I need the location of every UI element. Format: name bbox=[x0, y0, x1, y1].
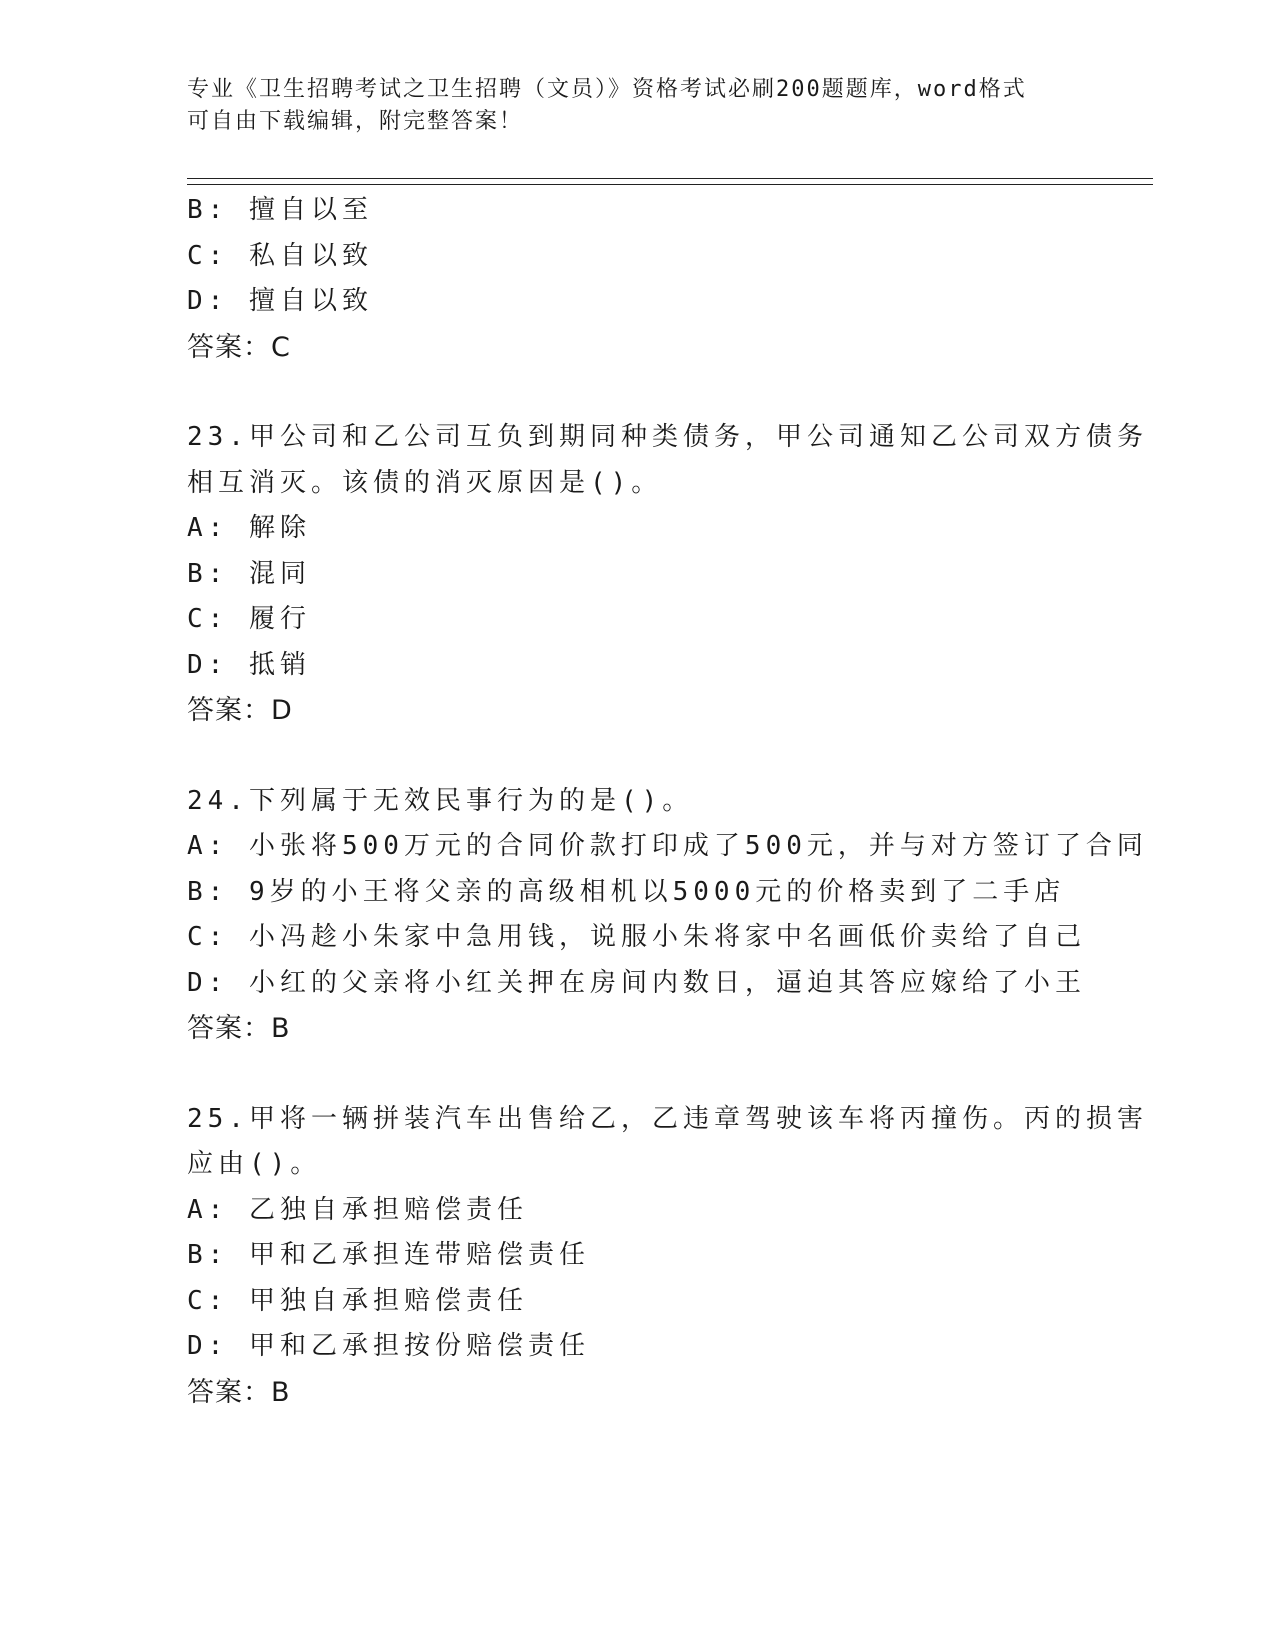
question-25 bbox=[187, 1097, 1148, 1416]
question-23 bbox=[187, 415, 1148, 734]
spacer bbox=[187, 1052, 1087, 1097]
option-c: C: 私自以致 bbox=[187, 240, 373, 271]
answer: 答案：D bbox=[187, 695, 293, 726]
option-d: D: 擅自以致 bbox=[187, 286, 373, 316]
option-c: C: 小冯趁小朱家中急用钱，说服小朱将家中名画低价卖给了自己 bbox=[187, 922, 1086, 952]
answer: 答案：B bbox=[187, 1376, 291, 1408]
page-header bbox=[187, 74, 1067, 138]
header-line-1: 专业《卫生招聘考试之卫生招聘（文员）》资格考试必刷200题题库，word格式 bbox=[187, 77, 1027, 102]
option-d: D: 抵销 bbox=[187, 649, 311, 680]
header-divider bbox=[187, 178, 1153, 185]
spacer bbox=[187, 734, 1087, 779]
option-b: B: 甲和乙承担连带赔偿责任 bbox=[187, 1240, 590, 1270]
option-c: C: 甲独自承担赔偿责任 bbox=[187, 1285, 528, 1316]
option-b: B: 混同 bbox=[187, 558, 311, 589]
question-stem: 25.甲将一辆拼装汽车出售给乙，乙违章驾驶该车将丙撞伤。丙的损害 bbox=[187, 1103, 1148, 1134]
question-stem-continued: 相互消灭。该债的消灭原因是()。 bbox=[187, 467, 663, 498]
question-content bbox=[187, 188, 1148, 1415]
question-stem: 23.甲公司和乙公司互负到期同种类债务，甲公司通知乙公司双方债务 bbox=[187, 422, 1148, 452]
option-d: D: 甲和乙承担按份赔偿责任 bbox=[187, 1331, 590, 1361]
question-stem: 24.下列属于无效民事行为的是()。 bbox=[187, 785, 694, 816]
option-d: D: 小红的父亲将小红关押在房间内数日，逼迫其答应嫁给了小王 bbox=[187, 967, 1086, 998]
question-24 bbox=[187, 779, 1148, 1052]
spacer bbox=[187, 370, 1087, 415]
header-line-2: 可自由下载编辑，附完整答案！ bbox=[187, 109, 524, 134]
option-a: A: 小张将500万元的合同价款打印成了500元，并与对方签订了合同 bbox=[187, 831, 1148, 861]
option-a: A: 乙独自承担赔偿责任 bbox=[187, 1194, 528, 1225]
option-c: C: 履行 bbox=[187, 604, 311, 634]
question-22-tail bbox=[187, 188, 1087, 370]
option-b: B: 擅自以至 bbox=[187, 195, 373, 225]
option-b: B: 9岁的小王将父亲的高级相机以5000元的价格卖到了二手店 bbox=[187, 876, 1066, 907]
option-a: A: 解除 bbox=[187, 513, 311, 543]
question-stem-continued: 应由()。 bbox=[187, 1149, 322, 1179]
answer: 答案：C bbox=[187, 331, 291, 363]
answer: 答案：B bbox=[187, 1013, 291, 1044]
